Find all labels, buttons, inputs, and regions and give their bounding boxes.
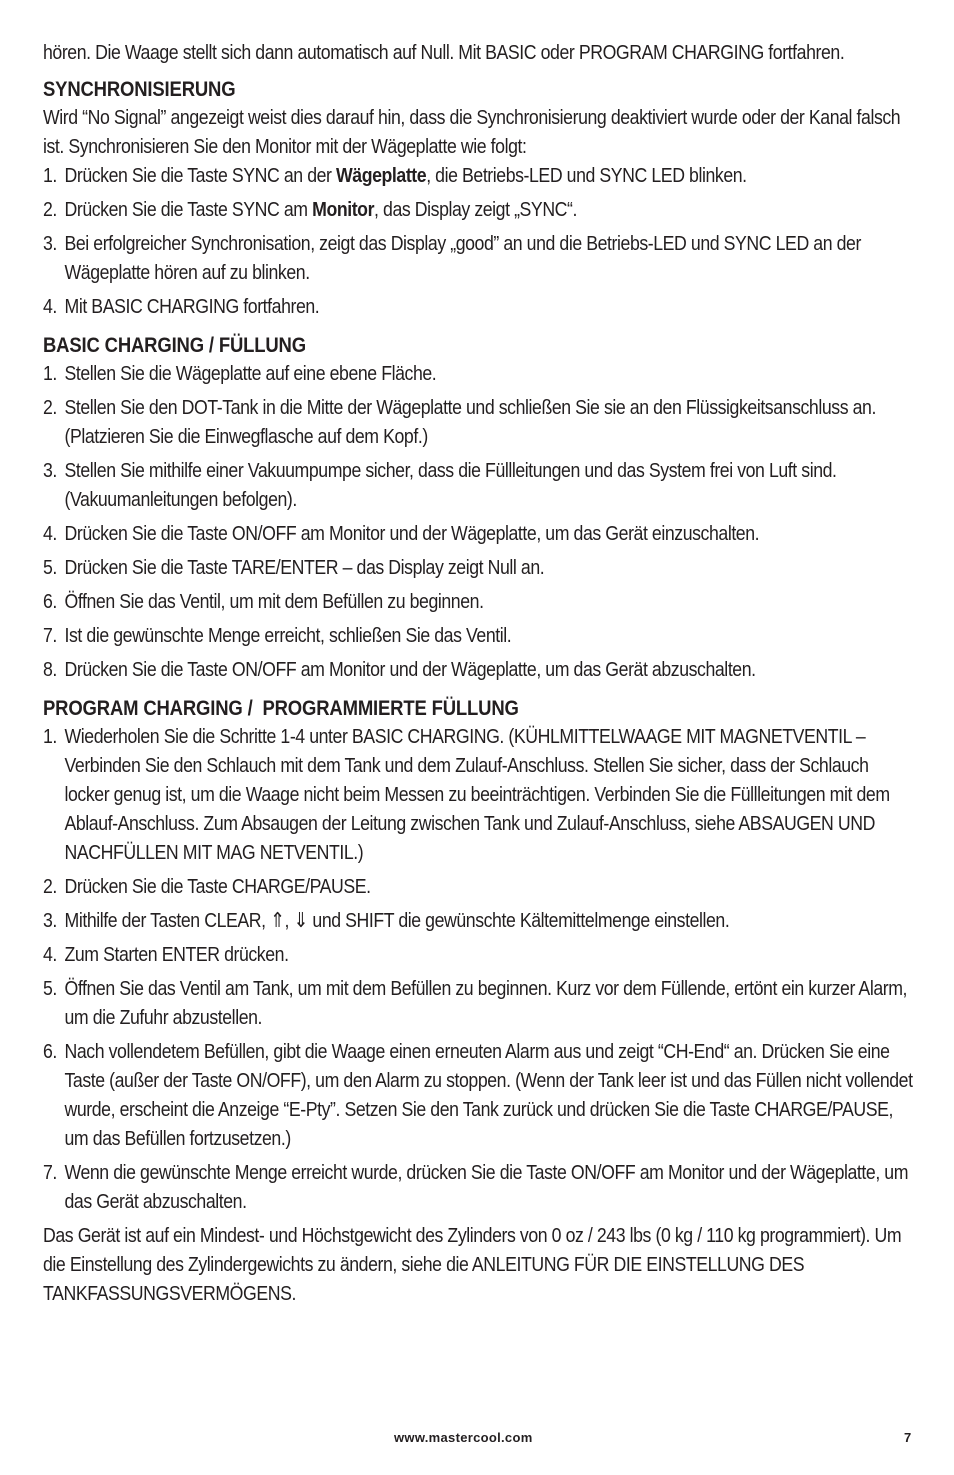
list-item xyxy=(43,722,915,867)
step-text: Zum Starten ENTER drücken. xyxy=(64,943,289,966)
step-bold: Wägeplatte xyxy=(336,164,427,187)
step-number: 1. xyxy=(43,164,57,187)
sync-steps xyxy=(43,161,915,321)
list-item xyxy=(43,393,915,451)
list-item xyxy=(43,1158,915,1216)
step-text: Drücken Sie die Taste TARE/ENTER – das Display zeigt Null an. xyxy=(64,556,545,579)
list-item xyxy=(43,195,915,224)
basic-charging-section xyxy=(43,331,915,684)
basic-heading: BASIC CHARGING / FÜLLUNG xyxy=(43,333,306,357)
step-number: 2. xyxy=(43,396,57,419)
program-charging-section xyxy=(43,694,915,1308)
list-item xyxy=(43,906,915,935)
website-link[interactable]: www.mastercool.com xyxy=(394,1430,533,1445)
step-text: , das Display zeigt „SYNC“. xyxy=(374,198,578,221)
list-item xyxy=(43,872,915,901)
list-item xyxy=(43,621,915,650)
step-text: Ist die gewünschte Menge erreicht, schließen Sie das Ventil. xyxy=(64,624,512,647)
program-heading: PROGRAM CHARGING / PROGRAMMIERTE FÜLLUNG xyxy=(43,696,519,720)
step-text: Wenn die gewünschte Menge erreicht wurde, drücken Sie die Taste ON/OFF am Monitor und der Wägeplatte, um das Gerät abzuschalten. xyxy=(64,1161,909,1213)
step-number: 1. xyxy=(43,362,57,385)
list-item xyxy=(43,974,915,1032)
step-text: Drücken Sie die Taste CHARGE/PAUSE. xyxy=(64,875,371,898)
step-number: 4. xyxy=(43,522,57,545)
step-number: 1. xyxy=(43,725,57,748)
list-item xyxy=(43,553,915,582)
list-item xyxy=(43,1037,915,1153)
list-item xyxy=(43,655,915,684)
list-item xyxy=(43,292,915,321)
step-text: Drücken Sie die Taste ON/OFF am Monitor und der Wägeplatte, um das Gerät abzuschalten. xyxy=(64,658,756,681)
step-text: Stellen Sie die Wägeplatte auf eine ebene Fläche. xyxy=(64,362,437,385)
step-number: 2. xyxy=(43,875,57,898)
list-item xyxy=(43,359,915,388)
step-number: 7. xyxy=(43,1161,57,1184)
step-number: 5. xyxy=(43,977,57,1000)
page-footer xyxy=(0,1430,954,1450)
step-text: Stellen Sie mithilfe einer Vakuumpumpe sicher, dass die Füllleitungen und das System frei von Luft sind. (Vakuumanleitungen befolgen). xyxy=(64,459,837,511)
step-text: Nach vollendetem Befüllen, gibt die Waage einen erneuten Alarm aus und zeigt “CH-End“ an. Drücken Sie eine Taste (außer der Taste ON/OFF), um den Alarm zu stoppen. (Wenn der Tank leer ist und das Füllen nicht vollendet wurde, erscheint die Anzeige “E-Pty”. Setzen Sie den Tank zurück und drücken Sie die Taste CHARGE/PAUSE, um das Befüllen fortzusetzen.) xyxy=(64,1040,913,1150)
step-number: 7. xyxy=(43,624,57,647)
step-number: 3. xyxy=(43,909,57,932)
closing-paragraph: Das Gerät ist auf ein Mindest- und Höchstgewicht des Zylinders von 0 oz / 243 lbs (0 kg / 110 kg programmiert). Um die Einstellung des Zylindergewichts zu ändern, siehe die ANLEITUNG FÜR DIE EINSTELLUNG DES TANKFASSUNGSVERMÖGENS. xyxy=(43,1224,902,1305)
step-number: 8. xyxy=(43,658,57,681)
list-item xyxy=(43,456,915,514)
list-item xyxy=(43,587,915,616)
step-number: 3. xyxy=(43,459,57,482)
step-number: 5. xyxy=(43,556,57,579)
sync-section xyxy=(43,75,915,321)
step-text: Mit BASIC CHARGING fortfahren. xyxy=(64,295,320,318)
step-bold: Monitor xyxy=(312,198,375,221)
page-number: 7 xyxy=(904,1430,912,1445)
basic-steps xyxy=(43,359,915,684)
step-number: 2. xyxy=(43,198,57,221)
sync-paragraph: Wird “No Signal” angezeigt weist dies darauf hin, dass die Synchronisierung deaktiviert wurde oder der Kanal falsch ist. Synchronisieren Sie den Monitor mit der Wägeplatte wie folgt: xyxy=(43,106,901,158)
step-text: Drücken Sie die Taste ON/OFF am Monitor und der Wägeplatte, um das Gerät einzuschalten. xyxy=(64,522,760,545)
program-steps xyxy=(43,722,915,1216)
step-text: Drücken Sie die Taste SYNC am xyxy=(64,198,313,221)
list-item xyxy=(43,940,915,969)
list-item xyxy=(43,161,915,190)
step-text: Bei erfolgreicher Synchronisation, zeigt das Display „good” an und die Betriebs-LED und SYNC LED an der Wägeplatte hören auf zu blinken. xyxy=(64,232,861,284)
step-text: , die Betriebs-LED und SYNC LED blinken. xyxy=(426,164,747,187)
step-number: 6. xyxy=(43,1040,57,1063)
step-number: 6. xyxy=(43,590,57,613)
step-text: Wiederholen Sie die Schritte 1-4 unter BASIC CHARGING. (KÜHLMITTELWAAGE MIT MAGNETVENTIL – Verbinden Sie den Schlauch mit dem Tank und dem Zulauf-Anschluss. Stellen Sie sicher, dass der Schlauch locker genug ist, um die Waage nicht beim Messen zu beeinträchtigen. Verbinden Sie die Füllleitungen mit dem Ablauf-Anschluss. Zum Absaugen der Leitung zwischen Tank und Zulauf-Anschluss, siehe ABSAUGEN UND NACHFÜLLEN MIT MAG NETVENTIL.) xyxy=(64,725,890,864)
step-text: Öffnen Sie das Ventil, um mit dem Befüllen zu beginnen. xyxy=(64,590,484,613)
intro-paragraph: hören. Die Waage stellt sich dann automatisch auf Null. Mit BASIC oder PROGRAM CHARGING fortfahren. xyxy=(43,41,845,64)
sync-heading: SYNCHRONISIERUNG xyxy=(43,77,236,101)
step-number: 4. xyxy=(43,943,57,966)
step-number: 3. xyxy=(43,232,57,255)
page-content xyxy=(43,38,915,1308)
step-text: Drücken Sie die Taste SYNC an der xyxy=(64,164,337,187)
list-item xyxy=(43,519,915,548)
step-text: Öffnen Sie das Ventil am Tank, um mit dem Befüllen zu beginnen. Kurz vor dem Füllende, ertönt ein kurzer Alarm, um die Zufuhr abzustellen. xyxy=(64,977,908,1029)
list-item xyxy=(43,229,915,287)
step-text: Stellen Sie den DOT-Tank in die Mitte der Wägeplatte und schließen Sie sie an den Flüssigkeitsanschluss an. (Platzieren Sie die Einwegflasche auf dem Kopf.) xyxy=(64,396,876,448)
step-text: Mithilfe der Tasten CLEAR, ⇑, ⇓ und SHIFT die gewünschte Kältemittelmenge einstellen. xyxy=(64,909,730,932)
step-number: 4. xyxy=(43,295,57,318)
